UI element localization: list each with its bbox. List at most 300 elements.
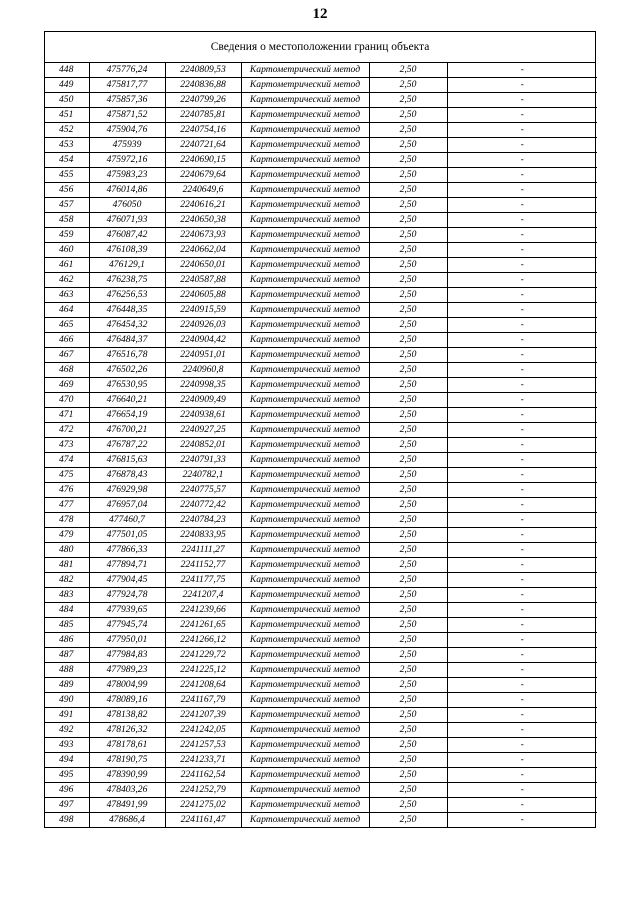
accuracy-cell: 2,50 bbox=[369, 708, 447, 723]
y-coordinate-cell: 2240960,8 bbox=[165, 363, 241, 378]
description-cell: - bbox=[447, 303, 597, 318]
x-coordinate-cell: 476256,53 bbox=[89, 288, 165, 303]
x-coordinate-cell: 475871,52 bbox=[89, 108, 165, 123]
description-cell: - bbox=[447, 273, 597, 288]
x-coordinate-cell: 476654,19 bbox=[89, 408, 165, 423]
method-cell: Картометрический метод bbox=[241, 663, 369, 678]
y-coordinate-cell: 2240998,35 bbox=[165, 378, 241, 393]
accuracy-cell: 2,50 bbox=[369, 783, 447, 798]
description-cell: - bbox=[447, 333, 597, 348]
y-coordinate-cell: 2240721,64 bbox=[165, 138, 241, 153]
x-coordinate-cell: 478403,26 bbox=[89, 783, 165, 798]
accuracy-cell: 2,50 bbox=[369, 483, 447, 498]
description-cell: - bbox=[447, 573, 597, 588]
accuracy-cell: 2,50 bbox=[369, 573, 447, 588]
table-row bbox=[45, 258, 597, 273]
table-row bbox=[45, 168, 597, 183]
method-cell: Картометрический метод bbox=[241, 753, 369, 768]
description-cell: - bbox=[447, 648, 597, 663]
table-row bbox=[45, 78, 597, 93]
y-coordinate-cell: 2240673,93 bbox=[165, 228, 241, 243]
method-cell: Картометрический метод bbox=[241, 363, 369, 378]
point-number-cell: 477 bbox=[45, 498, 89, 513]
accuracy-cell: 2,50 bbox=[369, 93, 447, 108]
table-row bbox=[45, 618, 597, 633]
y-coordinate-cell: 2240754,16 bbox=[165, 123, 241, 138]
x-coordinate-cell: 476484,37 bbox=[89, 333, 165, 348]
accuracy-cell: 2,50 bbox=[369, 303, 447, 318]
method-cell: Картометрический метод bbox=[241, 198, 369, 213]
point-number-cell: 478 bbox=[45, 513, 89, 528]
method-cell: Картометрический метод bbox=[241, 333, 369, 348]
y-coordinate-cell: 2240836,88 bbox=[165, 78, 241, 93]
y-coordinate-cell: 2240852,01 bbox=[165, 438, 241, 453]
y-coordinate-cell: 2240791,33 bbox=[165, 453, 241, 468]
description-cell: - bbox=[447, 663, 597, 678]
description-cell: - bbox=[447, 468, 597, 483]
y-coordinate-cell: 2241257,53 bbox=[165, 738, 241, 753]
accuracy-cell: 2,50 bbox=[369, 378, 447, 393]
accuracy-cell: 2,50 bbox=[369, 408, 447, 423]
method-cell: Картометрический метод bbox=[241, 738, 369, 753]
point-number-cell: 496 bbox=[45, 783, 89, 798]
method-cell: Картометрический метод bbox=[241, 183, 369, 198]
accuracy-cell: 2,50 bbox=[369, 648, 447, 663]
description-cell: - bbox=[447, 153, 597, 168]
point-number-cell: 459 bbox=[45, 228, 89, 243]
method-cell: Картометрический метод bbox=[241, 213, 369, 228]
x-coordinate-cell: 476454,32 bbox=[89, 318, 165, 333]
description-cell: - bbox=[447, 603, 597, 618]
y-coordinate-cell: 2240833,95 bbox=[165, 528, 241, 543]
table-row bbox=[45, 348, 597, 363]
y-coordinate-cell: 2240605,88 bbox=[165, 288, 241, 303]
table-row bbox=[45, 723, 597, 738]
x-coordinate-cell: 478089,16 bbox=[89, 693, 165, 708]
point-number-cell: 460 bbox=[45, 243, 89, 258]
point-number-cell: 479 bbox=[45, 528, 89, 543]
accuracy-cell: 2,50 bbox=[369, 738, 447, 753]
description-cell: - bbox=[447, 708, 597, 723]
method-cell: Картометрический метод bbox=[241, 228, 369, 243]
description-cell: - bbox=[447, 63, 597, 78]
x-coordinate-cell: 475983,23 bbox=[89, 168, 165, 183]
accuracy-cell: 2,50 bbox=[369, 528, 447, 543]
table-row bbox=[45, 573, 597, 588]
point-number-cell: 467 bbox=[45, 348, 89, 363]
table-row bbox=[45, 318, 597, 333]
method-cell: Картометрический метод bbox=[241, 543, 369, 558]
method-cell: Картометрический метод bbox=[241, 783, 369, 798]
description-cell: - bbox=[447, 138, 597, 153]
accuracy-cell: 2,50 bbox=[369, 693, 447, 708]
x-coordinate-cell: 475939 bbox=[89, 138, 165, 153]
y-coordinate-cell: 2241111,27 bbox=[165, 543, 241, 558]
x-coordinate-cell: 476640,21 bbox=[89, 393, 165, 408]
accuracy-cell: 2,50 bbox=[369, 363, 447, 378]
table-row bbox=[45, 198, 597, 213]
description-cell: - bbox=[447, 438, 597, 453]
point-number-cell: 493 bbox=[45, 738, 89, 753]
method-cell: Картометрический метод bbox=[241, 573, 369, 588]
accuracy-cell: 2,50 bbox=[369, 243, 447, 258]
accuracy-cell: 2,50 bbox=[369, 768, 447, 783]
accuracy-cell: 2,50 bbox=[369, 753, 447, 768]
point-number-cell: 481 bbox=[45, 558, 89, 573]
accuracy-cell: 2,50 bbox=[369, 78, 447, 93]
accuracy-cell: 2,50 bbox=[369, 228, 447, 243]
accuracy-cell: 2,50 bbox=[369, 348, 447, 363]
accuracy-cell: 2,50 bbox=[369, 288, 447, 303]
point-number-cell: 487 bbox=[45, 648, 89, 663]
table-row bbox=[45, 123, 597, 138]
point-number-cell: 488 bbox=[45, 663, 89, 678]
x-coordinate-cell: 478138,82 bbox=[89, 708, 165, 723]
x-coordinate-cell: 476071,93 bbox=[89, 213, 165, 228]
y-coordinate-cell: 2240679,64 bbox=[165, 168, 241, 183]
table-row bbox=[45, 183, 597, 198]
method-cell: Картометрический метод bbox=[241, 603, 369, 618]
method-cell: Картометрический метод bbox=[241, 648, 369, 663]
y-coordinate-cell: 2241225,12 bbox=[165, 663, 241, 678]
method-cell: Картометрический метод bbox=[241, 633, 369, 648]
y-coordinate-cell: 2240662,04 bbox=[165, 243, 241, 258]
point-number-cell: 497 bbox=[45, 798, 89, 813]
accuracy-cell: 2,50 bbox=[369, 468, 447, 483]
accuracy-cell: 2,50 bbox=[369, 108, 447, 123]
x-coordinate-cell: 476087,42 bbox=[89, 228, 165, 243]
page-number: 12 bbox=[312, 6, 328, 22]
accuracy-cell: 2,50 bbox=[369, 273, 447, 288]
section-title: Сведения о местоположении границ объекта bbox=[45, 32, 595, 63]
description-cell: - bbox=[447, 198, 597, 213]
method-cell: Картометрический метод bbox=[241, 93, 369, 108]
description-cell: - bbox=[447, 363, 597, 378]
table-row bbox=[45, 363, 597, 378]
accuracy-cell: 2,50 bbox=[369, 603, 447, 618]
point-number-cell: 482 bbox=[45, 573, 89, 588]
point-number-cell: 485 bbox=[45, 618, 89, 633]
description-cell: - bbox=[447, 558, 597, 573]
table-row bbox=[45, 603, 597, 618]
description-cell: - bbox=[447, 588, 597, 603]
accuracy-cell: 2,50 bbox=[369, 183, 447, 198]
description-cell: - bbox=[447, 768, 597, 783]
y-coordinate-cell: 2241177,75 bbox=[165, 573, 241, 588]
table-row bbox=[45, 423, 597, 438]
point-number-cell: 475 bbox=[45, 468, 89, 483]
method-cell: Картометрический метод bbox=[241, 108, 369, 123]
accuracy-cell: 2,50 bbox=[369, 543, 447, 558]
y-coordinate-cell: 2240909,49 bbox=[165, 393, 241, 408]
x-coordinate-cell: 476238,75 bbox=[89, 273, 165, 288]
x-coordinate-cell: 475972,16 bbox=[89, 153, 165, 168]
method-cell: Картометрический метод bbox=[241, 123, 369, 138]
accuracy-cell: 2,50 bbox=[369, 663, 447, 678]
method-cell: Картометрический метод bbox=[241, 393, 369, 408]
method-cell: Картометрический метод bbox=[241, 693, 369, 708]
description-cell: - bbox=[447, 258, 597, 273]
point-number-cell: 453 bbox=[45, 138, 89, 153]
y-coordinate-cell: 2240809,53 bbox=[165, 63, 241, 78]
x-coordinate-cell: 478004,99 bbox=[89, 678, 165, 693]
description-cell: - bbox=[447, 693, 597, 708]
accuracy-cell: 2,50 bbox=[369, 63, 447, 78]
table-row bbox=[45, 813, 597, 828]
table-row bbox=[45, 273, 597, 288]
point-number-cell: 461 bbox=[45, 258, 89, 273]
y-coordinate-cell: 2240926,03 bbox=[165, 318, 241, 333]
accuracy-cell: 2,50 bbox=[369, 423, 447, 438]
accuracy-cell: 2,50 bbox=[369, 453, 447, 468]
point-number-cell: 448 bbox=[45, 63, 89, 78]
point-number-cell: 473 bbox=[45, 438, 89, 453]
method-cell: Картометрический метод bbox=[241, 438, 369, 453]
description-cell: - bbox=[447, 633, 597, 648]
x-coordinate-cell: 476014,86 bbox=[89, 183, 165, 198]
method-cell: Картометрический метод bbox=[241, 378, 369, 393]
method-cell: Картометрический метод bbox=[241, 468, 369, 483]
table-row bbox=[45, 408, 597, 423]
y-coordinate-cell: 2240784,23 bbox=[165, 513, 241, 528]
y-coordinate-cell: 2241266,12 bbox=[165, 633, 241, 648]
point-number-cell: 486 bbox=[45, 633, 89, 648]
table-row bbox=[45, 393, 597, 408]
x-coordinate-cell: 477939,65 bbox=[89, 603, 165, 618]
y-coordinate-cell: 2241167,79 bbox=[165, 693, 241, 708]
method-cell: Картометрический метод bbox=[241, 513, 369, 528]
method-cell: Картометрический метод bbox=[241, 483, 369, 498]
table-row bbox=[45, 333, 597, 348]
y-coordinate-cell: 2241162,54 bbox=[165, 768, 241, 783]
description-cell: - bbox=[447, 723, 597, 738]
method-cell: Картометрический метод bbox=[241, 813, 369, 828]
description-cell: - bbox=[447, 348, 597, 363]
x-coordinate-cell: 477924,78 bbox=[89, 588, 165, 603]
accuracy-cell: 2,50 bbox=[369, 618, 447, 633]
y-coordinate-cell: 2240782,1 bbox=[165, 468, 241, 483]
description-cell: - bbox=[447, 228, 597, 243]
table-row bbox=[45, 543, 597, 558]
description-cell: - bbox=[447, 318, 597, 333]
method-cell: Картометрический метод bbox=[241, 528, 369, 543]
x-coordinate-cell: 476129,1 bbox=[89, 258, 165, 273]
description-cell: - bbox=[447, 528, 597, 543]
accuracy-cell: 2,50 bbox=[369, 333, 447, 348]
table-row bbox=[45, 633, 597, 648]
table-row bbox=[45, 228, 597, 243]
x-coordinate-cell: 478390,99 bbox=[89, 768, 165, 783]
description-cell: - bbox=[447, 483, 597, 498]
description-cell: - bbox=[447, 243, 597, 258]
table-row bbox=[45, 213, 597, 228]
accuracy-cell: 2,50 bbox=[369, 723, 447, 738]
x-coordinate-cell: 476815,63 bbox=[89, 453, 165, 468]
x-coordinate-cell: 475857,36 bbox=[89, 93, 165, 108]
description-cell: - bbox=[447, 423, 597, 438]
y-coordinate-cell: 2241229,72 bbox=[165, 648, 241, 663]
y-coordinate-cell: 2241261,65 bbox=[165, 618, 241, 633]
table-row bbox=[45, 753, 597, 768]
x-coordinate-cell: 478178,61 bbox=[89, 738, 165, 753]
point-number-cell: 489 bbox=[45, 678, 89, 693]
accuracy-cell: 2,50 bbox=[369, 813, 447, 828]
method-cell: Картометрический метод bbox=[241, 303, 369, 318]
y-coordinate-cell: 2241275,02 bbox=[165, 798, 241, 813]
point-number-cell: 483 bbox=[45, 588, 89, 603]
table-row bbox=[45, 783, 597, 798]
x-coordinate-cell: 475904,76 bbox=[89, 123, 165, 138]
point-number-cell: 476 bbox=[45, 483, 89, 498]
accuracy-cell: 2,50 bbox=[369, 438, 447, 453]
x-coordinate-cell: 478686,4 bbox=[89, 813, 165, 828]
description-cell: - bbox=[447, 288, 597, 303]
x-coordinate-cell: 476787,22 bbox=[89, 438, 165, 453]
description-cell: - bbox=[447, 183, 597, 198]
table-row bbox=[45, 453, 597, 468]
point-number-cell: 494 bbox=[45, 753, 89, 768]
point-number-cell: 449 bbox=[45, 78, 89, 93]
accuracy-cell: 2,50 bbox=[369, 318, 447, 333]
description-cell: - bbox=[447, 93, 597, 108]
x-coordinate-cell: 477945,74 bbox=[89, 618, 165, 633]
point-number-cell: 456 bbox=[45, 183, 89, 198]
x-coordinate-cell: 477866,33 bbox=[89, 543, 165, 558]
point-number-cell: 464 bbox=[45, 303, 89, 318]
accuracy-cell: 2,50 bbox=[369, 258, 447, 273]
point-number-cell: 463 bbox=[45, 288, 89, 303]
accuracy-cell: 2,50 bbox=[369, 138, 447, 153]
method-cell: Картометрический метод bbox=[241, 423, 369, 438]
accuracy-cell: 2,50 bbox=[369, 393, 447, 408]
point-number-cell: 454 bbox=[45, 153, 89, 168]
point-number-cell: 469 bbox=[45, 378, 89, 393]
table-row bbox=[45, 468, 597, 483]
point-number-cell: 492 bbox=[45, 723, 89, 738]
y-coordinate-cell: 2240904,42 bbox=[165, 333, 241, 348]
method-cell: Картометрический метод bbox=[241, 768, 369, 783]
point-number-cell: 457 bbox=[45, 198, 89, 213]
y-coordinate-cell: 2241207,4 bbox=[165, 588, 241, 603]
x-coordinate-cell: 477984,83 bbox=[89, 648, 165, 663]
table-row bbox=[45, 138, 597, 153]
method-cell: Картометрический метод bbox=[241, 558, 369, 573]
y-coordinate-cell: 2240650,01 bbox=[165, 258, 241, 273]
coordinates-table bbox=[45, 63, 597, 827]
point-number-cell: 472 bbox=[45, 423, 89, 438]
method-cell: Картометрический метод bbox=[241, 288, 369, 303]
description-cell: - bbox=[447, 123, 597, 138]
table-row bbox=[45, 483, 597, 498]
table-row bbox=[45, 438, 597, 453]
table-row bbox=[45, 498, 597, 513]
x-coordinate-cell: 476878,43 bbox=[89, 468, 165, 483]
table-row bbox=[45, 768, 597, 783]
description-cell: - bbox=[447, 618, 597, 633]
point-number-cell: 491 bbox=[45, 708, 89, 723]
table-row bbox=[45, 378, 597, 393]
x-coordinate-cell: 476957,04 bbox=[89, 498, 165, 513]
description-cell: - bbox=[447, 813, 597, 828]
point-number-cell: 452 bbox=[45, 123, 89, 138]
x-coordinate-cell: 476929,98 bbox=[89, 483, 165, 498]
table-row bbox=[45, 288, 597, 303]
point-number-cell: 458 bbox=[45, 213, 89, 228]
table-row bbox=[45, 648, 597, 663]
accuracy-cell: 2,50 bbox=[369, 798, 447, 813]
point-number-cell: 470 bbox=[45, 393, 89, 408]
table-row bbox=[45, 63, 597, 78]
x-coordinate-cell: 478126,32 bbox=[89, 723, 165, 738]
y-coordinate-cell: 2241208,64 bbox=[165, 678, 241, 693]
method-cell: Картометрический метод bbox=[241, 798, 369, 813]
table-row bbox=[45, 528, 597, 543]
y-coordinate-cell: 2241252,79 bbox=[165, 783, 241, 798]
table-row bbox=[45, 738, 597, 753]
x-coordinate-cell: 476530,95 bbox=[89, 378, 165, 393]
x-coordinate-cell: 478491,99 bbox=[89, 798, 165, 813]
point-number-cell: 490 bbox=[45, 693, 89, 708]
description-cell: - bbox=[447, 798, 597, 813]
y-coordinate-cell: 2240785,81 bbox=[165, 108, 241, 123]
point-number-cell: 455 bbox=[45, 168, 89, 183]
description-cell: - bbox=[447, 543, 597, 558]
x-coordinate-cell: 477460,7 bbox=[89, 513, 165, 528]
x-coordinate-cell: 476108,39 bbox=[89, 243, 165, 258]
table-row bbox=[45, 303, 597, 318]
method-cell: Картометрический метод bbox=[241, 258, 369, 273]
table-row bbox=[45, 798, 597, 813]
table-row bbox=[45, 513, 597, 528]
point-number-cell: 462 bbox=[45, 273, 89, 288]
description-cell: - bbox=[447, 108, 597, 123]
y-coordinate-cell: 2241239,66 bbox=[165, 603, 241, 618]
description-cell: - bbox=[447, 168, 597, 183]
accuracy-cell: 2,50 bbox=[369, 168, 447, 183]
method-cell: Картометрический метод bbox=[241, 318, 369, 333]
method-cell: Картометрический метод bbox=[241, 588, 369, 603]
y-coordinate-cell: 2241152,77 bbox=[165, 558, 241, 573]
point-number-cell: 480 bbox=[45, 543, 89, 558]
description-cell: - bbox=[447, 513, 597, 528]
y-coordinate-cell: 2240951,01 bbox=[165, 348, 241, 363]
description-cell: - bbox=[447, 213, 597, 228]
description-cell: - bbox=[447, 393, 597, 408]
description-cell: - bbox=[447, 738, 597, 753]
y-coordinate-cell: 2240772,42 bbox=[165, 498, 241, 513]
accuracy-cell: 2,50 bbox=[369, 513, 447, 528]
accuracy-cell: 2,50 bbox=[369, 633, 447, 648]
y-coordinate-cell: 2241242,05 bbox=[165, 723, 241, 738]
method-cell: Картометрический метод bbox=[241, 708, 369, 723]
description-cell: - bbox=[447, 378, 597, 393]
x-coordinate-cell: 476050 bbox=[89, 198, 165, 213]
description-cell: - bbox=[447, 783, 597, 798]
point-number-cell: 498 bbox=[45, 813, 89, 828]
y-coordinate-cell: 2240587,88 bbox=[165, 273, 241, 288]
y-coordinate-cell: 2240690,15 bbox=[165, 153, 241, 168]
method-cell: Картометрический метод bbox=[241, 678, 369, 693]
table-row bbox=[45, 153, 597, 168]
point-number-cell: 474 bbox=[45, 453, 89, 468]
method-cell: Картометрический метод bbox=[241, 453, 369, 468]
x-coordinate-cell: 476700,21 bbox=[89, 423, 165, 438]
x-coordinate-cell: 476516,78 bbox=[89, 348, 165, 363]
x-coordinate-cell: 477950,01 bbox=[89, 633, 165, 648]
y-coordinate-cell: 2240649,6 bbox=[165, 183, 241, 198]
point-number-cell: 466 bbox=[45, 333, 89, 348]
table-row bbox=[45, 93, 597, 108]
